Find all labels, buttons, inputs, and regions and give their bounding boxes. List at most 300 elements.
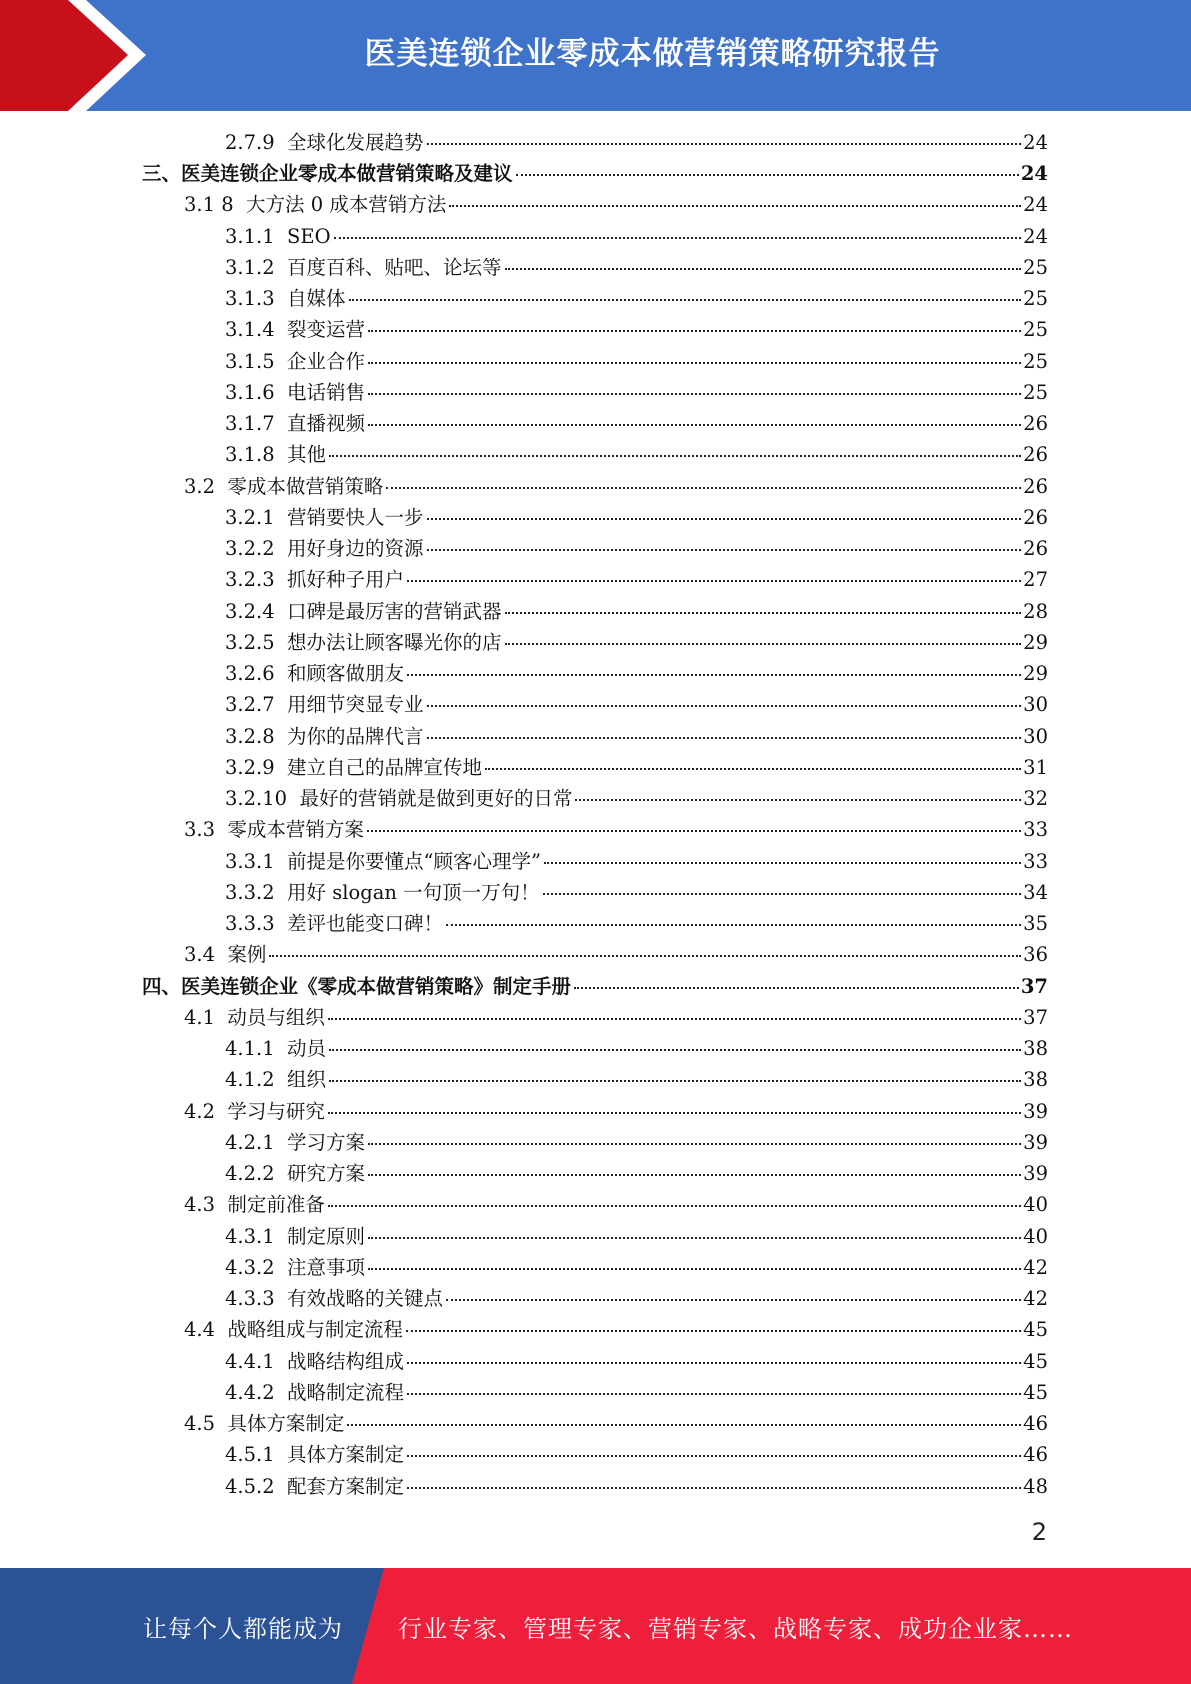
toc-entry-title: 百度百科、贴吧、论坛等 — [287, 255, 502, 279]
toc-dot-leader — [368, 1143, 1021, 1145]
toc-entry[interactable] — [0, 1033, 1191, 1064]
toc-entry[interactable] — [0, 252, 1191, 283]
toc-entry-title: 口碑是最厉害的营销武器 — [287, 599, 502, 623]
toc-dot-leader — [427, 143, 1022, 145]
toc-dot-leader — [347, 1424, 1021, 1426]
toc-dot-leader — [328, 1112, 1021, 1114]
toc-entry-page: 34 — [1023, 880, 1048, 904]
toc-entry-number: 3.1.4 — [225, 318, 275, 342]
toc-entry-page: 29 — [1023, 630, 1048, 654]
toc-dot-leader — [574, 987, 1019, 989]
toc-entry[interactable] — [0, 783, 1191, 814]
toc-entry-title: 差评也能变口碑！ — [287, 912, 444, 936]
toc-entry-gap — [234, 195, 246, 215]
toc-entry-line — [225, 664, 1048, 684]
toc-dot-leader — [386, 487, 1021, 489]
toc-entry-page: 39 — [1023, 1162, 1048, 1186]
toc-entry-gap — [275, 758, 287, 778]
toc-entry-line — [225, 224, 1048, 248]
toc-entry[interactable] — [0, 1096, 1191, 1127]
toc-entry-line — [225, 789, 1048, 809]
toc-entry-title: 为你的品牌代言 — [287, 724, 424, 748]
toc-entry-gap — [275, 352, 287, 372]
toc-dot-leader — [368, 362, 1021, 364]
toc-entry-gap — [275, 633, 287, 653]
toc-entry-line — [225, 1349, 1048, 1373]
toc-entry-title: 直播视频 — [287, 412, 366, 436]
toc-entry[interactable] — [0, 1283, 1191, 1314]
toc-dot-leader — [505, 612, 1022, 614]
toc-dot-leader — [407, 1393, 1021, 1395]
page-header — [0, 0, 1191, 111]
toc-entry-line — [184, 945, 1048, 965]
toc-entry[interactable] — [0, 315, 1191, 346]
toc-entry-line — [184, 474, 1048, 498]
toc-entry-title: 配套方案制定 — [287, 1474, 405, 1498]
toc-entry-title: 建立自己的品牌宣传地 — [287, 755, 483, 779]
toc-entry-number: 4.3.1 — [225, 1224, 275, 1248]
toc-entry-line — [142, 974, 1048, 998]
toc-entry-line — [225, 1039, 1048, 1059]
toc-entry[interactable] — [0, 752, 1191, 783]
toc-entry-page: 26 — [1023, 474, 1048, 498]
toc-entry-gap — [275, 414, 287, 434]
toc-entry-line — [225, 380, 1048, 404]
toc-entry-number: 4.5.1 — [225, 1443, 275, 1467]
toc-entry-gap — [275, 1445, 287, 1465]
toc-dot-leader — [407, 1455, 1021, 1457]
toc-entry-title: 大方法 0 成本营销方法 — [246, 193, 447, 217]
toc-entry-title: 医美连锁企业《零成本做营销策略》制定手册 — [181, 974, 572, 998]
toc-entry-page: 30 — [1023, 724, 1048, 748]
toc-entry[interactable] — [0, 408, 1191, 439]
toc-entry-number: 3.3.3 — [225, 912, 275, 936]
toc-entry-gap — [215, 820, 227, 840]
toc-entry-gap — [275, 508, 287, 528]
toc-entry-page: 42 — [1023, 1287, 1048, 1311]
toc-entry-page: 26 — [1023, 412, 1048, 436]
toc-entry-number: 三、 — [142, 162, 182, 186]
toc-entry-gap — [275, 320, 287, 340]
toc-entry-title: 学习与研究 — [227, 1099, 325, 1123]
toc-entry-title: 其他 — [287, 443, 327, 467]
toc-entry-gap — [275, 602, 287, 622]
toc-entry[interactable] — [0, 283, 1191, 314]
toc-entry-page: 39 — [1023, 1099, 1048, 1123]
toc-entry-line — [184, 1414, 1048, 1434]
toc-entry-page: 29 — [1023, 662, 1048, 686]
toc-entry-gap — [215, 945, 227, 965]
toc-entry-number: 3.1.3 — [225, 287, 275, 311]
toc-entry-number: 3.1.1 — [225, 224, 275, 248]
toc-entry-gap — [275, 1039, 287, 1059]
toc-entry[interactable] — [0, 815, 1191, 846]
toc-entry-number: 3.2.3 — [225, 568, 275, 592]
toc-entry-gap — [275, 727, 287, 747]
toc-entry-gap — [275, 1164, 287, 1184]
toc-dot-leader — [368, 1268, 1021, 1270]
toc-entry-title: 用好身边的资源 — [287, 537, 424, 561]
toc-entry-gap — [275, 883, 287, 903]
toc-entry[interactable] — [0, 377, 1191, 408]
toc-entry-number: 3.2.8 — [225, 724, 275, 748]
toc-entry[interactable] — [0, 940, 1191, 971]
toc-entry-page: 30 — [1023, 693, 1048, 717]
toc-entry-gap — [275, 1258, 287, 1278]
toc-dot-leader — [427, 737, 1022, 739]
toc-dot-leader — [449, 205, 1021, 207]
toc-entry-line — [225, 755, 1048, 779]
toc-entry-page: 45 — [1023, 1318, 1048, 1342]
toc-entry-page: 32 — [1023, 787, 1048, 811]
toc-dot-leader — [368, 1237, 1021, 1239]
toc-entry-page: 25 — [1023, 287, 1048, 311]
toc-dot-leader — [516, 174, 1019, 176]
toc-entry[interactable] — [0, 1158, 1191, 1189]
toc-dot-leader — [505, 643, 1022, 645]
toc-entry-title: 抓好种子用户 — [287, 568, 405, 592]
toc-entry-line — [225, 505, 1048, 529]
toc-entry[interactable] — [0, 440, 1191, 471]
toc-entry-gap — [275, 1352, 287, 1372]
toc-entry-number: 3.3.2 — [225, 880, 275, 904]
toc-dot-leader — [544, 862, 1021, 864]
toc-entry-line — [184, 195, 1048, 215]
toc-entry-title: 电话销售 — [287, 380, 366, 404]
toc-entry-number: 3.1.7 — [225, 412, 275, 436]
toc-entry-title: 营销要快人一步 — [287, 505, 424, 529]
toc-entry-title: 组织 — [287, 1068, 327, 1092]
toc-entry-page: 24 — [1020, 162, 1048, 186]
toc-entry-line — [225, 630, 1048, 654]
toc-entry[interactable] — [0, 1408, 1191, 1439]
toc-entry[interactable] — [0, 721, 1191, 752]
toc-entry[interactable] — [0, 127, 1191, 158]
toc-dot-leader — [368, 393, 1021, 395]
toc-entry-gap — [215, 1195, 227, 1215]
toc-entry-number: 4.5 — [184, 1412, 216, 1436]
toc-dot-leader — [575, 799, 1021, 801]
toc-entry-gap — [275, 258, 287, 278]
toc-entry-number: 4.3 — [184, 1193, 216, 1217]
toc-entry-gap — [275, 133, 287, 153]
toc-entry-title: 用细节突显专业 — [287, 693, 424, 717]
toc-entry-number: 3.2.9 — [225, 755, 275, 779]
toc-entry-page: 25 — [1023, 380, 1048, 404]
toc-entry-number: 3.1.2 — [225, 255, 275, 279]
toc-entry-number: 3.2.5 — [225, 630, 275, 654]
toc-entry-line — [225, 445, 1048, 465]
toc-entry-page: 38 — [1023, 1068, 1048, 1092]
toc-entry-number: 3.3 — [184, 818, 216, 842]
toc-entry[interactable] — [0, 1190, 1191, 1221]
toc-entry-title: 企业合作 — [287, 349, 366, 373]
toc-dot-leader — [368, 424, 1021, 426]
toc-entry-gap — [275, 539, 287, 559]
toc-entry-title: 具体方案制定 — [227, 1412, 345, 1436]
toc-entry-page: 45 — [1023, 1349, 1048, 1373]
toc-entry-line — [184, 820, 1048, 840]
toc-entry[interactable] — [0, 1127, 1191, 1158]
toc-entry-line — [225, 320, 1048, 340]
toc-entry-title: 自媒体 — [287, 287, 346, 311]
toc-entry-page: 33 — [1023, 849, 1048, 873]
toc-entry-page: 26 — [1023, 505, 1048, 529]
toc-entry-page: 25 — [1023, 255, 1048, 279]
toc-dot-leader — [485, 768, 1021, 770]
toc-entry-title: 制定前准备 — [227, 1193, 325, 1217]
toc-entry-number: 4.1.2 — [225, 1068, 275, 1092]
toc-entry-title: 和顾客做朋友 — [287, 662, 405, 686]
toc-entry[interactable] — [0, 690, 1191, 721]
toc-entry-gap — [275, 852, 287, 872]
toc-entry-gap — [275, 1227, 287, 1247]
toc-entry-number: 3.4 — [184, 943, 216, 967]
toc-entry-line — [225, 1070, 1048, 1090]
toc-entry-line — [225, 1289, 1048, 1309]
toc-dot-leader — [406, 1330, 1021, 1332]
toc-entry-line — [225, 570, 1048, 590]
toc-entry-page: 40 — [1023, 1193, 1048, 1217]
toc-entry-gap — [275, 289, 287, 309]
toc-entry[interactable] — [0, 1252, 1191, 1283]
toc-entry-gap — [275, 383, 287, 403]
toc-dot-leader — [328, 1205, 1021, 1207]
toc-entry-title: 最好的营销就是做到更好的日常 — [299, 787, 573, 811]
footer-slogan-left: 让每个人都能成为 — [143, 1614, 343, 1643]
toc-entry[interactable] — [0, 846, 1191, 877]
toc-entry-gap — [275, 695, 287, 715]
toc-dot-leader — [543, 893, 1022, 895]
toc-dot-leader — [269, 955, 1021, 957]
toc-entry-title: 零成本做营销策略 — [227, 474, 384, 498]
toc-entry[interactable] — [0, 1221, 1191, 1252]
toc-entry-number: 4.5.2 — [225, 1474, 275, 1498]
toc-entry[interactable] — [0, 596, 1191, 627]
toc-entry-number: 3.2.6 — [225, 662, 275, 686]
toc-entry[interactable] — [0, 971, 1191, 1002]
toc-dot-leader — [427, 705, 1022, 707]
report-title: 医美连锁企业零成本做营销策略研究报告 — [364, 35, 941, 72]
toc-entry-page: 37 — [1020, 974, 1048, 998]
toc-entry-number: 3.2.7 — [225, 693, 275, 717]
toc-entry-number: 4.2 — [184, 1099, 216, 1123]
toc-entry-title: 注意事项 — [287, 1255, 366, 1279]
toc-entry-title: 动员 — [287, 1037, 327, 1061]
toc-entry-title: SEO — [287, 224, 331, 248]
toc-entry-title: 案例 — [227, 943, 267, 967]
toc-entry-number: 2.7.9 — [225, 130, 275, 154]
toc-entry-line — [184, 1005, 1048, 1029]
toc-entry[interactable] — [0, 1346, 1191, 1377]
toc-entry-gap — [275, 445, 287, 465]
toc-dot-leader — [367, 830, 1021, 832]
page-number: 2 — [1031, 1518, 1047, 1546]
toc-dot-leader — [446, 1299, 1021, 1301]
toc-dot-leader — [427, 518, 1022, 520]
toc-entry[interactable] — [0, 1377, 1191, 1408]
toc-entry[interactable] — [0, 190, 1191, 221]
toc-entry-page: 39 — [1023, 1130, 1048, 1154]
toc-entry-title: 有效战略的关键点 — [287, 1287, 444, 1311]
toc-entry-page: 28 — [1023, 599, 1048, 623]
toc-dot-leader — [407, 1487, 1021, 1489]
toc-entry-page: 25 — [1023, 318, 1048, 342]
toc-entry-gap — [215, 1008, 227, 1028]
toc-entry[interactable] — [0, 1065, 1191, 1096]
toc-entry[interactable] — [0, 502, 1191, 533]
toc-entry-page: 35 — [1023, 912, 1048, 936]
toc-entry-page: 40 — [1023, 1224, 1048, 1248]
toc-entry-gap — [275, 1383, 287, 1403]
toc-dot-leader — [368, 1174, 1021, 1176]
toc-entry-page: 27 — [1023, 568, 1048, 592]
toc-entry-number: 四、 — [142, 974, 182, 998]
toc-entry[interactable] — [0, 221, 1191, 252]
toc-entry-number: 3.2.4 — [225, 599, 275, 623]
toc-entry-gap — [215, 1414, 227, 1434]
toc-entry-number: 3.1.6 — [225, 380, 275, 404]
toc-entry-gap — [215, 1320, 227, 1340]
table-of-contents — [0, 127, 1191, 1502]
toc-entry-page: 46 — [1023, 1443, 1048, 1467]
toc-entry[interactable] — [0, 471, 1191, 502]
toc-entry-line — [184, 1320, 1048, 1340]
toc-entry[interactable] — [0, 346, 1191, 377]
toc-entry-page: 45 — [1023, 1380, 1048, 1404]
toc-entry-page: 48 — [1023, 1474, 1048, 1498]
toc-entry-line — [225, 1255, 1048, 1279]
toc-dot-leader — [328, 1018, 1021, 1020]
toc-entry-gap — [275, 664, 287, 684]
toc-entry-line — [225, 1224, 1048, 1248]
toc-entry-title: 战略组成与制定流程 — [227, 1318, 403, 1342]
toc-entry-page: 26 — [1023, 443, 1048, 467]
toc-entry-line — [225, 349, 1048, 373]
toc-entry[interactable] — [0, 158, 1191, 189]
toc-entry-gap — [275, 1477, 287, 1497]
toc-entry-line — [225, 880, 1048, 904]
toc-entry-page: 26 — [1023, 537, 1048, 561]
toc-entry[interactable] — [0, 533, 1191, 564]
toc-dot-leader — [446, 924, 1021, 926]
toc-entry-page: 25 — [1023, 349, 1048, 373]
toc-entry-number: 4.2.2 — [225, 1162, 275, 1186]
toc-entry[interactable] — [0, 908, 1191, 939]
toc-entry-line — [225, 599, 1048, 623]
toc-entry-number: 4.1 — [184, 1005, 216, 1029]
toc-entry-number: 3.1 8 — [184, 193, 234, 217]
toc-entry-gap — [275, 227, 287, 247]
toc-entry-number: 3.1.5 — [225, 349, 275, 373]
toc-entry-line — [225, 1474, 1048, 1498]
toc-dot-leader — [349, 299, 1022, 301]
toc-entry-gap — [275, 1289, 287, 1309]
toc-entry-number: 3.2.1 — [225, 505, 275, 529]
toc-dot-leader — [329, 1049, 1021, 1051]
toc-entry[interactable] — [0, 1315, 1191, 1346]
toc-dot-leader — [407, 580, 1021, 582]
toc-entry-page: 46 — [1023, 1412, 1048, 1436]
toc-entry-title: 学习方案 — [287, 1130, 366, 1154]
toc-entry-line — [184, 1099, 1048, 1123]
toc-entry[interactable] — [0, 627, 1191, 658]
toc-dot-leader — [427, 549, 1022, 551]
page-footer — [0, 1568, 1191, 1684]
toc-entry-title: 战略结构组成 — [287, 1349, 405, 1373]
footer-slogan-right: 行业专家、管理专家、营销专家、战略专家、成功企业家…… — [398, 1614, 1073, 1643]
toc-entry-number: 4.3.3 — [225, 1287, 275, 1311]
toc-entry-title: 医美连锁企业零成本做营销策略及建议 — [181, 162, 513, 186]
toc-entry-page: 24 — [1023, 130, 1048, 154]
toc-entry-number: 3.2.10 — [225, 787, 288, 811]
toc-entry-page: 38 — [1023, 1037, 1048, 1061]
toc-entry-line — [225, 255, 1048, 279]
toc-entry-number: 4.4.2 — [225, 1380, 275, 1404]
toc-entry-title: 全球化发展趋势 — [287, 130, 424, 154]
toc-entry-gap — [287, 789, 299, 809]
toc-entry-title: 前提是你要懂点“顾客心理学” — [287, 849, 541, 873]
toc-entry-line — [225, 130, 1048, 154]
toc-entry-gap — [275, 914, 287, 934]
toc-entry-title: 裂变运营 — [287, 318, 366, 342]
toc-entry-line — [184, 1195, 1048, 1215]
toc-entry-page: 31 — [1023, 755, 1048, 779]
toc-entry[interactable] — [0, 565, 1191, 596]
toc-entry-gap — [275, 570, 287, 590]
toc-entry-line — [225, 539, 1048, 559]
toc-entry-gap — [275, 1070, 287, 1090]
toc-entry-title: 具体方案制定 — [287, 1443, 405, 1467]
toc-entry[interactable] — [0, 1471, 1191, 1502]
toc-entry-gap — [215, 477, 227, 497]
toc-entry-title: 动员与组织 — [227, 1005, 325, 1029]
toc-entry-title: 用好 slogan 一句顶一万句！ — [287, 880, 540, 904]
toc-entry-number: 4.4 — [184, 1318, 216, 1342]
toc-entry-title: 战略制定流程 — [287, 1380, 405, 1404]
toc-entry-title: 研究方案 — [287, 1162, 366, 1186]
toc-entry-page: 37 — [1023, 1005, 1048, 1029]
toc-entry[interactable] — [0, 877, 1191, 908]
toc-entry-number: 4.4.1 — [225, 1349, 275, 1373]
toc-entry-line — [225, 1164, 1048, 1184]
toc-entry-number: 4.1.1 — [225, 1037, 275, 1061]
toc-entry-line — [225, 414, 1048, 434]
toc-entry-page: 24 — [1023, 224, 1048, 248]
toc-entry-page: 36 — [1023, 943, 1048, 967]
toc-entry-number: 3.2.2 — [225, 537, 275, 561]
toc-dot-leader — [368, 330, 1021, 332]
toc-entry-line — [225, 289, 1048, 309]
toc-entry-number: 3.2 — [184, 474, 216, 498]
toc-entry-gap — [275, 1133, 287, 1153]
toc-entry-number: 3.1.8 — [225, 443, 275, 467]
toc-entry-page: 42 — [1023, 1255, 1048, 1279]
toc-entry-page: 24 — [1023, 193, 1048, 217]
toc-entry-line — [225, 1380, 1048, 1404]
toc-dot-leader — [407, 1362, 1021, 1364]
toc-entry-line — [225, 914, 1048, 934]
toc-dot-leader — [329, 455, 1021, 457]
toc-entry-line — [142, 164, 1048, 184]
toc-entry[interactable] — [0, 1002, 1191, 1033]
toc-entry[interactable] — [0, 658, 1191, 689]
toc-entry-page: 33 — [1023, 818, 1048, 842]
toc-entry-number: 4.3.2 — [225, 1255, 275, 1279]
toc-entry-line — [225, 1445, 1048, 1465]
toc-entry-number: 4.2.1 — [225, 1130, 275, 1154]
toc-entry[interactable] — [0, 1440, 1191, 1471]
